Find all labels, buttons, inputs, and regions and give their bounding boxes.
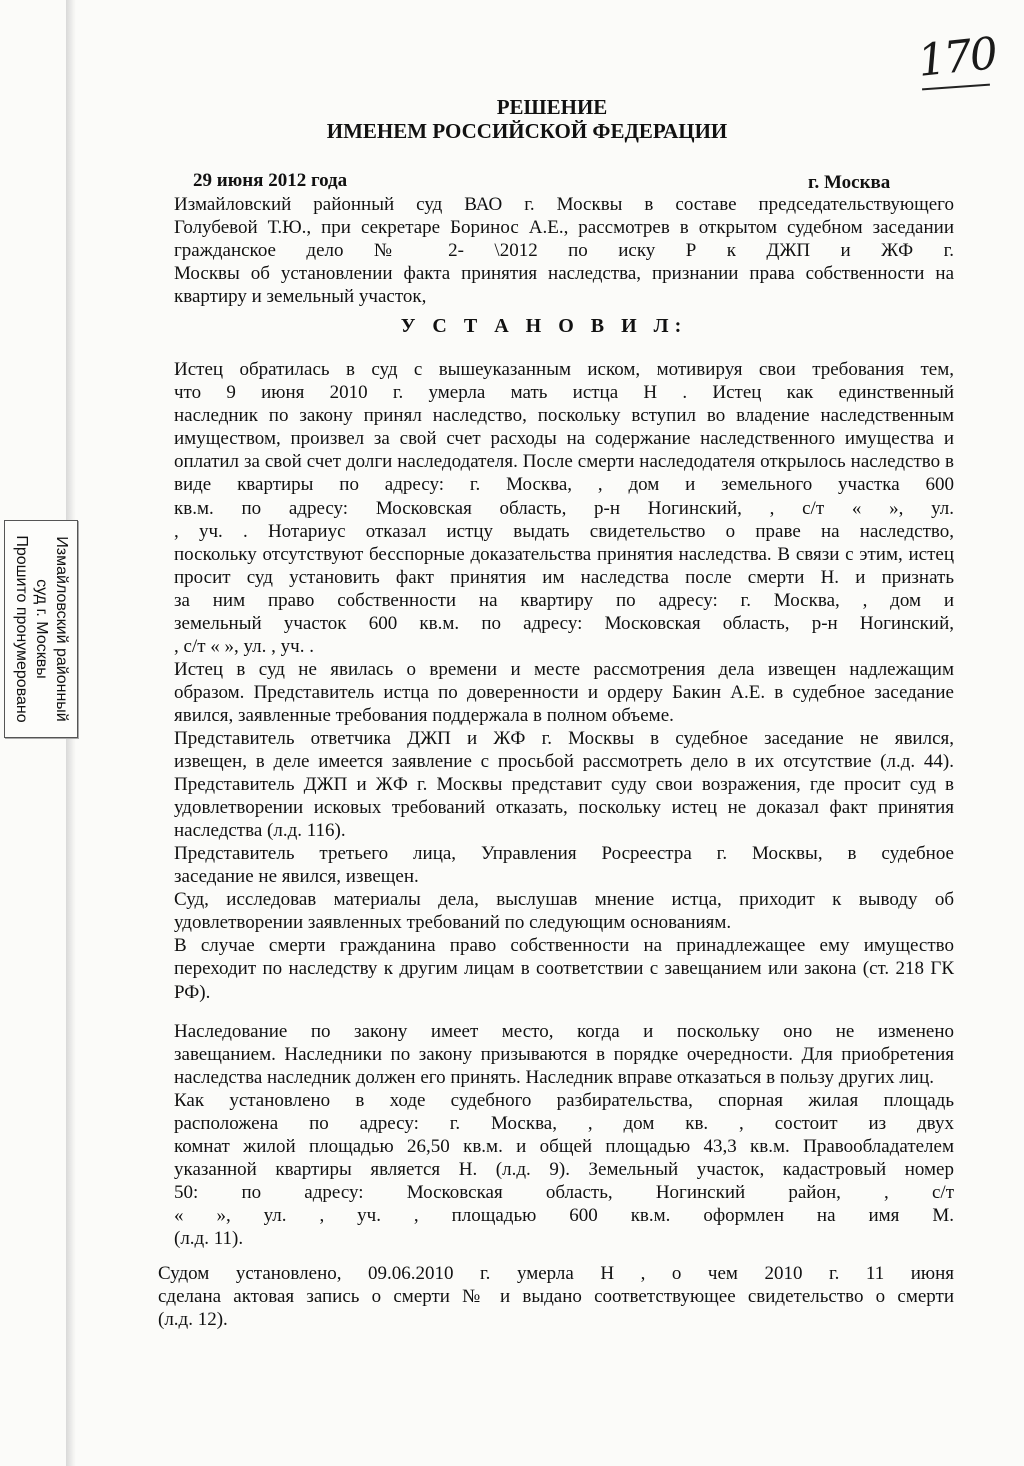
text-line: (л.д. 12). <box>158 1309 228 1331</box>
text-line: Истец обратилась в суд с вышеуказанным иском, мотивируя свои требования тем, <box>174 359 954 381</box>
text-line: « », ул. , уч. , площадью 600 кв.м. оформлен на имя М. <box>174 1204 954 1226</box>
paragraph-court-conclusion <box>78 888 954 934</box>
text-line: удовлетворении исковых требований отказать, поскольку истец не доказал факт принятия <box>174 797 954 819</box>
text-line: гражданское дело № 2- \2012 по иску Р к ДЖП и ЖФ г. <box>174 240 954 262</box>
text-line: за ним право собственности на квартиру по адресу: г. Москва, , дом и <box>174 589 954 611</box>
section-heading: У С Т А Н О В И Л: <box>400 315 688 338</box>
stamp-line: суд г. Москвы <box>33 579 50 679</box>
paragraph-defendant <box>78 727 954 842</box>
text-line: кв.м. по адресу: Московская область, р-н Ногинский, , с/т « », ул. <box>174 497 954 519</box>
text-line: (л.д. 11). <box>174 1227 244 1249</box>
text-line: Судом установлено, 09.06.2010 г. умерла Н , о чем 2010 г. 11 июня <box>158 1263 954 1285</box>
text-line: указанной квартиры является Н. (л.д. 9). Земельный участок, кадастровый номер <box>174 1158 954 1180</box>
text-line: Москвы об установлении факта принятия наследства, признании права собственности на <box>174 263 954 285</box>
text-line: квартиру и земельный участок, <box>174 286 427 308</box>
decision-date: 29 июня 2012 года <box>193 170 348 191</box>
stamp-line: Измайловский районный <box>53 536 70 722</box>
text-line: расположена по адресу: г. Москва, , дом кв. , состоит из двух <box>174 1112 954 1134</box>
text-line: оплатил за свой счет долги наследодателя. После смерти наследодателя открылось наследство в <box>174 451 954 473</box>
document-subtitle: ИМЕНЕМ РОССИЙСКОЙ ФЕДЕРАЦИИ <box>326 119 728 143</box>
text-line: , с/т « », ул. , уч. . <box>174 635 314 657</box>
text-line: удовлетворении заявленных требований по следующим основаниям. <box>174 912 732 934</box>
text-line: Как установлено в ходе судебного разбирательства, спорная жилая площадь <box>174 1089 954 1111</box>
stamp-text <box>11 526 71 732</box>
text-line: наследник по закону принял наследство, поскольку вступил во владение наследственным <box>174 405 954 427</box>
text-line: 50: по адресу: Московская область, Ногинский район, , с/т <box>174 1181 954 1203</box>
text-line: сделана актовая запись о смерти № и выдано соответствующее свидетельство о смерти <box>158 1286 954 1308</box>
text-line: явился, заявленные требования поддержала в полном объеме. <box>174 704 674 726</box>
text-line: извещен, в деле имеется заявление с просьбой рассмотреть дело в их отсутствие (л.д. 44). <box>174 751 954 773</box>
paragraph-death-record <box>78 1262 954 1331</box>
text-line: комнат жилой площадью 26,50 кв.м. и общей площадью 43,3 кв.м. Правообладателем <box>174 1135 954 1157</box>
text-line: Истец в суд не явилась о времени и месте рассмотрения дела извещен надлежащим <box>174 658 954 680</box>
text-line: РФ). <box>174 981 211 1003</box>
text-line: Представитель ответчика ДЖП и ЖФ г. Москвы в судебное заседание не явился, <box>174 727 954 749</box>
text-line: Наследование по закону имеет место, когда и поскольку оно не изменено <box>174 1020 954 1042</box>
paragraph-inheritance-law <box>78 1020 954 1089</box>
paragraph-third-party <box>78 842 954 888</box>
text-line: поскольку отсутствуют бесспорные доказательства принятия наследства. В связи с этим, истец <box>174 543 954 565</box>
handwritten-page-number: 170 <box>915 28 999 87</box>
text-line: имуществом, произвел за свой счет расходы на содержание наследственного имущества и <box>174 428 954 450</box>
text-line: просит суд установить факт принятия им наследства после смерти Н. и признать <box>174 566 954 588</box>
text-line: заседание не явился, извещен. <box>174 866 419 888</box>
paragraph-property-details <box>78 1089 954 1250</box>
binding-stamp <box>4 520 78 738</box>
text-line: Суд, исследовав материалы дела, выслушав мнение истца, приходит к выводу об <box>174 889 954 911</box>
paragraph-claim <box>78 358 954 658</box>
text-line: наследства (л.д. 116). <box>174 820 346 842</box>
text-line: Представитель третьего лица, Управления Росреестра г. Москвы, в судебное <box>174 843 954 865</box>
text-line: Представитель ДЖП и ЖФ г. Москвы представит суду свои возражения, где просит суд в <box>174 774 954 796</box>
text-line: виде квартиры по адресу: г. Москва, , дом и земельного участка 600 <box>174 474 954 496</box>
paragraph-plaintiff-absence <box>78 658 954 727</box>
text-line: завещанием. Наследники по закону призываются в порядке очередности. Для приобретения <box>174 1043 954 1065</box>
stamp-line: Прошито пронумеровано <box>13 535 30 723</box>
text-line: образом. Представитель истца по доверенности и ордеру Бакин А.Е. в судебное заседание <box>174 681 954 703</box>
text-line: что 9 июня 2010 г. умерла мать истца Н . Истец как единственный <box>174 382 954 404</box>
text-line: наследства наследник должен его принять. Наследник вправе отказаться в пользу других лиц. <box>174 1066 934 1088</box>
text-line: Голубевой Т.Ю., при секретаре Боринос А.Е., рассмотрев в открытом судебном заседании <box>174 217 954 239</box>
text-line: В случае смерти гражданина право собственности на принадлежащее ему имущество <box>174 935 954 957</box>
text-line: , уч. . Нотариус отказал истцу выдать свидетельство о праве на наследство, <box>174 520 954 542</box>
text-line: земельный участок 600 кв.м. по адресу: Московская область, р-н Ногинский, <box>174 612 954 634</box>
intro-paragraph <box>78 193 954 308</box>
text-line: Измайловский районный суд ВАО г. Москвы в составе председательствующего <box>174 194 954 215</box>
decision-city: г. Москва <box>808 172 891 193</box>
document-body <box>78 193 954 1331</box>
text-line: переходит по наследству к другим лицам в соответствии с завещанием или закона (ст. 218 ГК <box>174 958 954 980</box>
document-title: РЕШЕНИЕ <box>496 95 608 119</box>
paragraph-law-218 <box>78 934 954 1003</box>
